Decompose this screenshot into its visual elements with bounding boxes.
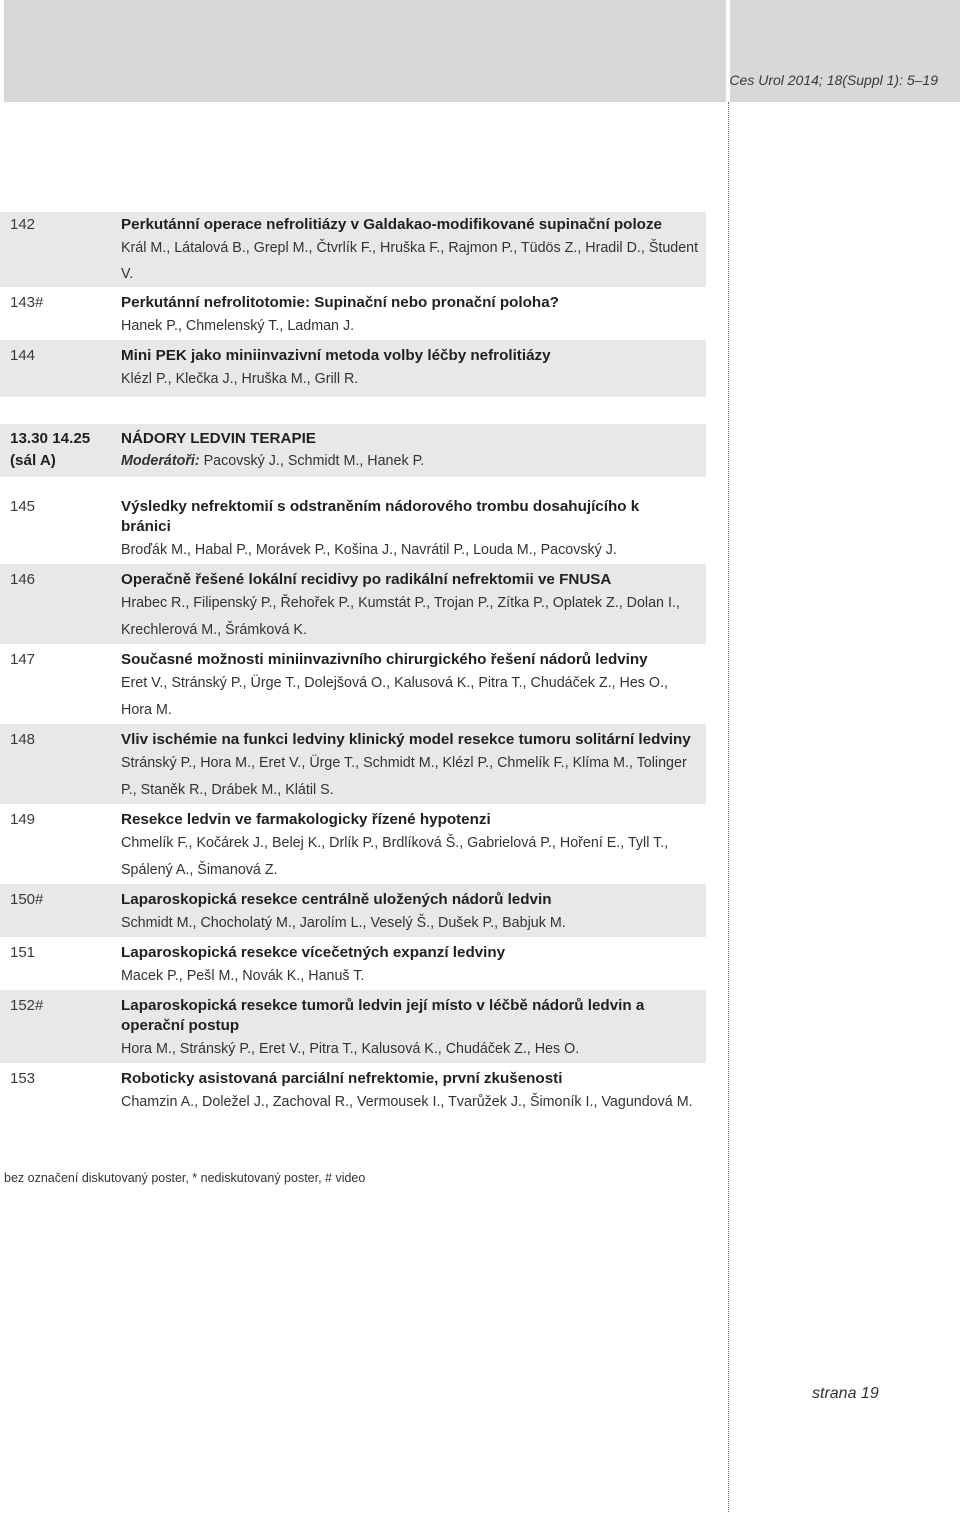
item-authors: Klézl P., Klečka J., Hruška M., Grill R. <box>121 371 359 387</box>
item-number: 148 <box>10 731 36 748</box>
program-item <box>0 340 706 397</box>
program-item <box>0 804 706 884</box>
program-list <box>0 212 706 1116</box>
program-item <box>0 287 706 340</box>
item-authors: Macek P., Pešl M., Novák K., Hanuš T. <box>121 968 365 984</box>
item-title: Laparoskopická resekce tumorů ledvin její místo v léčbě nádorů ledvin a operační postup <box>121 997 645 1034</box>
item-title: Vliv ischémie na funkci ledviny klinický model resekce tumoru solitární ledviny <box>121 731 691 748</box>
item-authors: Chmelík F., Kočárek J., Belej K., Drlík P., Brdlíková Š., Gabrielová P., Hoření E., Tyll T., Spálený A., Šimanová Z. <box>121 835 669 878</box>
moderators: Pacovský J., Schmidt M., Hanek P. <box>203 453 425 469</box>
item-authors: Schmidt M., Chocholatý M., Jarolím L., Veselý Š., Dušek P., Babjuk M. <box>121 915 566 931</box>
item-authors: Hanek P., Chmelenský T., Ladman J. <box>121 318 355 334</box>
item-number: 150# <box>10 891 44 908</box>
program-item <box>0 990 706 1063</box>
item-authors: Eret V., Stránský P., Ürge T., Dolejšová O., Kalusová K., Pitra T., Chudáček Z., Hes O., Hora M. <box>121 675 668 718</box>
session-header <box>0 424 706 477</box>
column-divider <box>728 102 729 1512</box>
item-authors: Broďák M., Habal P., Morávek P., Košina J., Navrátil P., Louda M., Pacovský J. <box>121 542 617 558</box>
item-authors: Chamzin A., Doležel J., Zachoval R., Vermousek I., Tvarůžek J., Šimoník I., Vagundová M. <box>121 1094 693 1110</box>
program-item <box>0 884 706 937</box>
program-item <box>0 644 706 724</box>
journal-reference: Ces Urol 2014; 18(Suppl 1): 5–19 <box>729 72 938 88</box>
program-item <box>0 477 706 564</box>
item-number: 153 <box>10 1070 36 1087</box>
item-number: 152# <box>10 997 44 1014</box>
item-title: Laparoskopická resekce vícečetných expanzí ledviny <box>121 944 506 961</box>
item-number: 143# <box>10 294 44 311</box>
item-number: 151 <box>10 944 36 961</box>
header-left-margin <box>0 0 4 102</box>
program-item <box>0 724 706 804</box>
page-number: strana 19 <box>812 1385 879 1402</box>
item-title: Perkutánní operace nefrolitiázy v Galdakao-modifikované supinační poloze <box>121 216 662 233</box>
program-item <box>0 1063 706 1116</box>
item-number: 146 <box>10 571 36 588</box>
item-authors: Stránský P., Hora M., Eret V., Ürge T., Schmidt M., Klézl P., Chmelík F., Klíma M., Tolinger P., Staněk R., Drábek M., Klátil S. <box>121 755 687 798</box>
item-title: Roboticky asistovaná parciální nefrektomie, první zkušenosti <box>121 1070 563 1087</box>
session-time: 13.30 14.25 <box>10 430 91 447</box>
item-title: Výsledky nefrektomií s odstraněním nádorového trombu dosahujícího k bránici <box>121 498 640 535</box>
item-title: Mini PEK jako miniinvazivní metoda volby léčby nefrolitiázy <box>121 347 551 364</box>
program-item <box>0 212 706 287</box>
item-number: 149 <box>10 811 36 828</box>
session-room: (sál A) <box>10 452 56 469</box>
item-authors: Hrabec R., Filipenský P., Řehořek P., Kumstát P., Trojan P., Zítka P., Oplatek Z., Dolan I., Krechlerová M., Šrámková K. <box>121 595 680 638</box>
item-number: 144 <box>10 347 36 364</box>
item-title: Současné možnosti miniinvazivního chirurgického řešení nádorů ledviny <box>121 651 648 668</box>
program-item <box>0 564 706 644</box>
item-title: Perkutánní nefrolitotomie: Supinační nebo pronační poloha? <box>121 294 559 311</box>
item-number: 147 <box>10 651 36 668</box>
moderators-label: Moderátoři: <box>121 453 200 469</box>
session-title: NÁDORY LEDVIN TERAPIE <box>121 430 316 447</box>
item-authors: Král M., Látalová B., Grepl M., Čtvrlík F., Hruška F., Rajmon P., Tüdös Z., Hradil D., Študent V. <box>121 240 699 282</box>
item-authors: Hora M., Stránský P., Eret V., Pitra T., Kalusová K., Chudáček Z., Hes O. <box>121 1041 580 1057</box>
item-title: Resekce ledvin ve farmakologicky řízené hypotenzi <box>121 811 491 828</box>
item-number: 145 <box>10 498 36 515</box>
legend-footnote: bez označení diskutovaný poster, * nediskutovaný poster, # video <box>4 1171 366 1185</box>
program-item <box>0 937 706 990</box>
item-title: Laparoskopická resekce centrálně uložených nádorů ledvin <box>121 891 552 908</box>
item-title: Operačně řešené lokální recidivy po radikální nefrektomii ve FNUSA <box>121 571 612 588</box>
item-number: 142 <box>10 216 36 233</box>
